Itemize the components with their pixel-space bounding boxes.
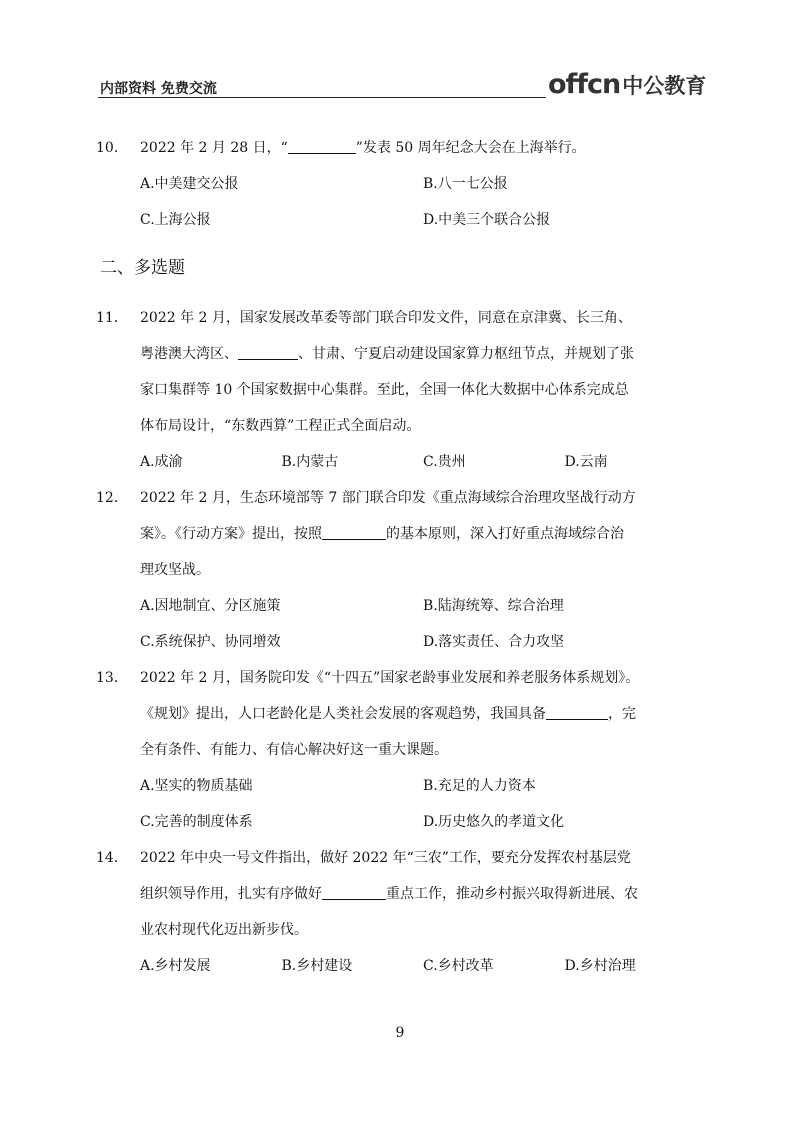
answer-blank xyxy=(546,705,608,720)
answer-blank xyxy=(322,525,386,540)
question-text: 《规划》提出，人口老龄化是人类社会发展的客观趋势，我国具备 xyxy=(140,706,546,722)
question-text: 2022 年 2 月 28 日，“ xyxy=(140,140,288,156)
question-text: 2022 年 2 月，国务院印发《“十四五”国家老龄事业发展和养老服务体系规划》。 xyxy=(140,670,640,686)
option-c: C.乡村改革 xyxy=(423,958,494,974)
question-text: 组织领导作用，扎实有序做好 xyxy=(140,886,322,902)
question-text: 全有条件、有能力、有信心解决好这一重大课题。 xyxy=(140,742,448,758)
question-10 xyxy=(96,130,706,238)
question-text: 、甘肃、宁夏启动建设国家算力枢纽节点，并规划了张 xyxy=(298,346,634,362)
question-number: 12． xyxy=(96,490,128,506)
question-text: 2022 年中央一号文件指出，做好 2022 年“三农”工作，要充分发挥农村基层党 xyxy=(140,850,631,866)
question-text: ”发表 50 周年纪念大会在上海举行。 xyxy=(355,140,586,156)
question-text: 案》。《行动方案》提出，按照 xyxy=(140,526,322,542)
option-a: A.成渝 xyxy=(140,454,183,470)
option-b: B.陆海统筹、综合治理 xyxy=(423,598,564,614)
question-text: 体布局设计，“东数西算”工程正式全面启动。 xyxy=(140,418,421,434)
logo-latin-text: offcn xyxy=(548,69,621,100)
option-c: C.贵州 xyxy=(423,454,466,470)
question-text: 2022 年 2 月，生态环境部等 7 部门联合印发《重点海域综合治理攻坚战行动方 xyxy=(140,490,636,506)
question-number: 10． xyxy=(96,140,128,156)
question-text: ，完 xyxy=(608,706,636,722)
question-text: 粤港澳大湾区、 xyxy=(140,346,238,362)
answer-blank xyxy=(238,345,298,360)
answer-blank xyxy=(288,139,356,154)
offcn-logo xyxy=(548,66,706,100)
option-c: C.完善的制度体系 xyxy=(140,814,253,830)
option-c: C.系统保护、协同增效 xyxy=(140,634,281,650)
option-d: D.落实责任、合力攻坚 xyxy=(423,634,565,650)
logo-chinese-text: 中公教育 xyxy=(622,74,707,98)
question-text: 的基本原则，深入打好重点海域综合治 xyxy=(386,526,624,542)
header-label: 内部资料 免费交流 xyxy=(100,81,217,97)
option-c: C.上海公报 xyxy=(140,212,211,228)
option-d: D.云南 xyxy=(564,454,608,470)
option-b: B.八一七公报 xyxy=(423,176,508,192)
question-12 xyxy=(96,480,706,660)
option-d: D.乡村治理 xyxy=(564,958,636,974)
question-11 xyxy=(96,300,706,480)
question-number: 13． xyxy=(96,670,128,686)
page-number: 9 xyxy=(395,1025,405,1041)
option-b: B.充足的人力资本 xyxy=(423,778,536,794)
question-number: 14． xyxy=(96,850,128,866)
document-content xyxy=(96,130,706,984)
header-rule xyxy=(98,97,546,98)
question-text: 理攻坚战。 xyxy=(140,562,210,578)
option-b: B.内蒙古 xyxy=(281,454,339,470)
question-text: 家口集群等 10 个国家数据中心集群。至此，全国一体化大数据中心体系完成总 xyxy=(140,382,629,398)
answer-blank xyxy=(322,885,386,900)
option-b: B.乡村建设 xyxy=(281,958,353,974)
option-a: A.因地制宜、分区施策 xyxy=(140,598,281,614)
question-13 xyxy=(96,660,706,840)
question-text: 业农村现代化迈出新步伐。 xyxy=(140,922,308,938)
option-a: A.乡村发展 xyxy=(140,958,211,974)
question-14 xyxy=(96,840,706,984)
option-a: A.中美建交公报 xyxy=(140,176,239,192)
option-d: D.历史悠久的孝道文化 xyxy=(423,814,565,830)
question-text: 重点工作，推动乡村振兴取得新进展、农 xyxy=(386,886,638,902)
question-text: 2022 年 2 月，国家发展改革委等部门联合印发文件，同意在京津冀、长三角、 xyxy=(140,310,632,326)
section-title: 二、多选题 xyxy=(100,258,185,278)
question-number: 11． xyxy=(96,310,128,326)
option-d: D.中美三个联合公报 xyxy=(423,212,551,228)
option-a: A.坚实的物质基础 xyxy=(140,778,253,794)
